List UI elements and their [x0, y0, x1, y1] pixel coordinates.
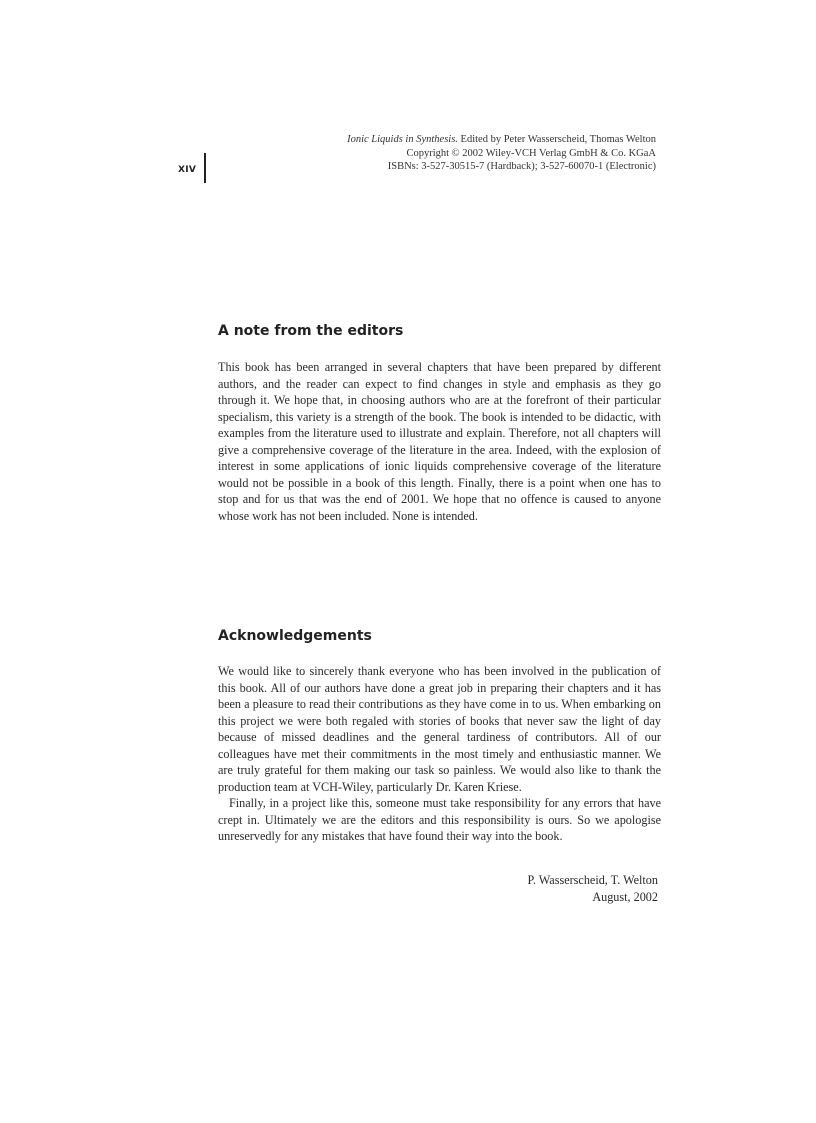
acknowledgements-heading: Acknowledgements [218, 628, 372, 644]
signature-names: P. Wasserscheid, T. Welton [527, 873, 658, 887]
editors-note-paragraph: This book has been arranged in several chapters that have been prepared by different authors, and the reader can expect to find changes in style and emphasis as they go through it. We hope that, in choosing authors who are at the forefront of their particular specialism, this variety is a strength of the book. The book is intended to be didactic, with examples from the literature used to illustrate and explain. Therefore, not all chapters will give a comprehensive coverage of the literature in the area. Indeed, with the explosion of interest in some applications of ionic liquids comprehensive coverage of the literature would not be possible in a book of this length. Finally, there is a point when one has to stop and for us that was the end of 2001. We hope that no offence is caused to anyone whose work has not been included. None is intended. [218, 360, 661, 523]
header-copyright: Copyright © 2002 Wiley-VCH Verlag GmbH & Co. KGaA [406, 147, 656, 159]
acknowledgements-paragraph: We would like to sincerely thank everyone who has been involved in the publication of this book. All of our authors have done a great job in preparing their chapters and it has been a pleasure to read their contributions as they have come in to us. When embarking on this project we were both regaled with stories of books that never saw the light of day because of missed deadlines and the general tardiness of contributors. All of our colleagues have met their commitments in the most timely and enthusiastic manner. We are truly grateful for them making our task so painless. We would also like to thank the production team at VCH-Wiley, particularly Dr. Karen Kriese. [218, 664, 661, 794]
acknowledgements-body [218, 663, 661, 845]
book-title: Ionic Liquids in Synthesis. [347, 134, 458, 145]
book-editors: Edited by Peter Wasserscheid, Thomas Welton [457, 134, 656, 145]
editors-note-heading: A note from the editors [218, 323, 404, 339]
editors-note-body [218, 359, 661, 524]
book-header [347, 133, 656, 174]
signature-block [527, 872, 658, 905]
header-title-line [347, 133, 656, 147]
signature-date: August, 2002 [592, 889, 658, 904]
header-isbns: ISBNs: 3-527-30515-7 (Hardback); 3-527-60070-1 (Electronic) [387, 161, 656, 172]
page-number-rule [204, 153, 206, 183]
acknowledgements-paragraph: Finally, in a project like this, someone must take responsibility for any errors that have crept in. Ultimately we are the editors and this responsibility is ours. So we apologise unreservedly for any mistakes that have found their way into the book. [218, 796, 661, 843]
page-number: XIV [178, 165, 197, 175]
